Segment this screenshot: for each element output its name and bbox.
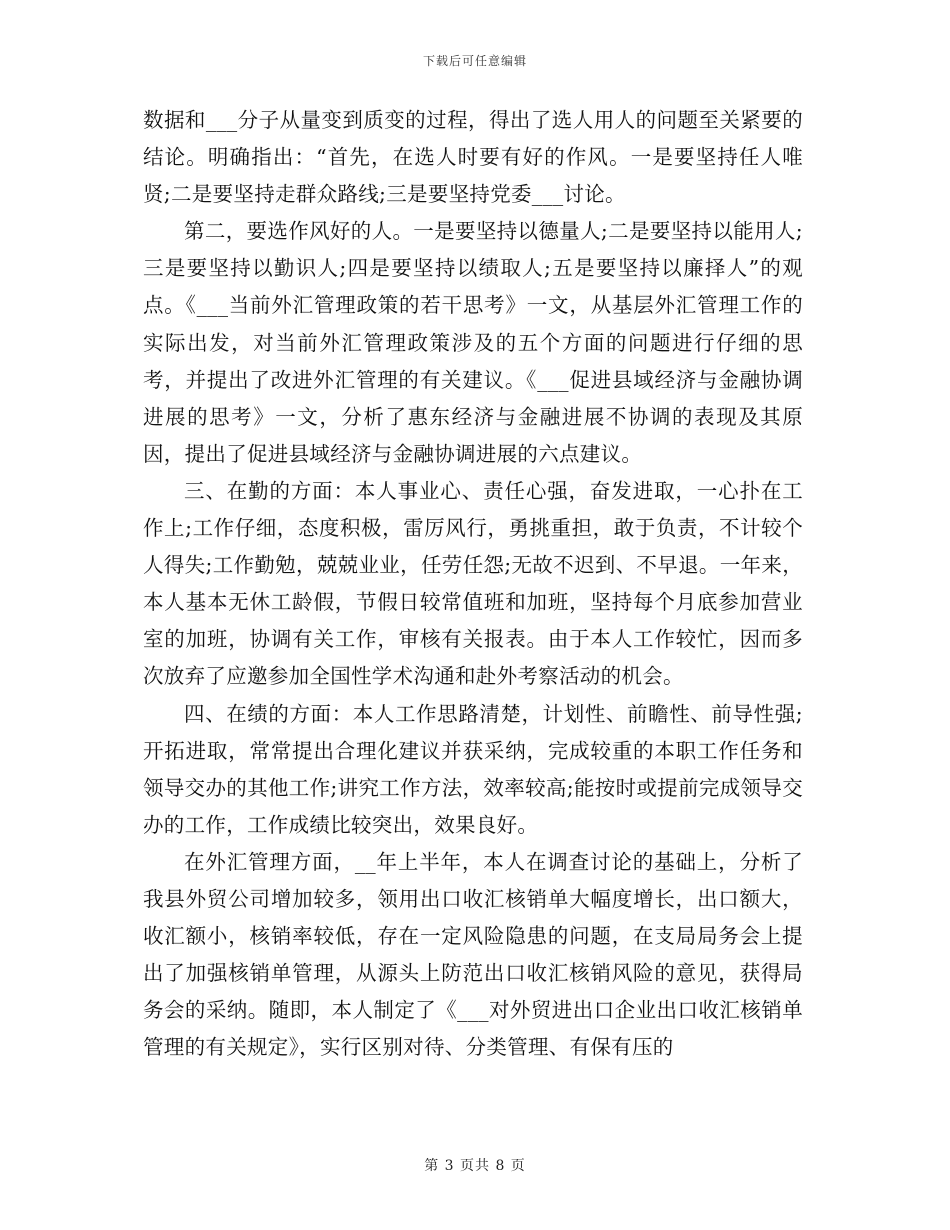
paragraph-3: 三、在勤的方面：本人事业心、责任心强，奋发进取，一心扑在工作上;工作仔细，态度积极，雷厉风行，勇挑重担，敢于负责，不计较个人得失;工作勤勉，兢兢业业，任劳任怨;无故不迟到、不早退。一年来，本人基本无休工龄假，节假日较常值班和加班，坚持每个月底参加营业室的加班，协调有关工作，审核有关报表。由于本人工作较忙，因而多次放弃了应邀参加全国性学术沟通和赴外考察活动的机会。 (143, 478, 803, 689)
document-body (143, 102, 803, 1066)
paragraph-5: 在外汇管理方面，__年上半年，本人在调查讨论的基础上，分析了我县外贸公司增加较多，领用出口收汇核销单大幅度增长，出口额大，收汇额小，核销率较低，存在一定风险隐患的问题，在支局局务会上提出了加强核销单管理，从源头上防范出口收汇核销风险的意见，获得局务会的采纳。随即，本人制定了《___对外贸进出口企业出口收汇核销单管理的有关规定》，实行区别对待、分类管理、有保有压的 (143, 849, 803, 1060)
paragraph-4: 四、在绩的方面：本人工作思路清楚，计划性、前瞻性、前导性强;开拓进取，常常提出合理化建议并获采纳，完成较重的本职工作任务和领导交办的其他工作;讲究工作方法，效率较高;能按时或提前完成领导交办的工作，工作成绩比较突出，效果良好。 (143, 701, 803, 837)
header-note: 下载后可任意编辑 (422, 54, 527, 68)
page-number: 第 3 页共 8 页 (424, 1158, 526, 1174)
paragraph-2: 第二，要选作风好的人。一是要坚持以德量人;二是要坚持以能用人;三是要坚持以勤识人;四是要坚持以绩取人;五是要坚持以廉择人”的观点。《___当前外汇管理政策的若干思考》一文，从基层外汇管理工作的实际出发，对当前外汇管理政策涉及的五个方面的问题进行仔细的思考，并提出了改进外汇管理的有关建议。《___促进县域经济与金融协调进展的思考》一文，分析了惠东经济与金融进展不协调的表现及其原因，提出了促进县域经济与金融协调进展的六点建议。 (143, 219, 803, 466)
paragraph-1: 数据和___分子从量变到质变的过程，得出了选人用人的问题至关紧要的结论。明确指出：“首先，在选人时要有好的作风。一是要坚持任人唯贤;二是要坚持走群众路线;三是要坚持党委___讨论。 (143, 108, 803, 207)
